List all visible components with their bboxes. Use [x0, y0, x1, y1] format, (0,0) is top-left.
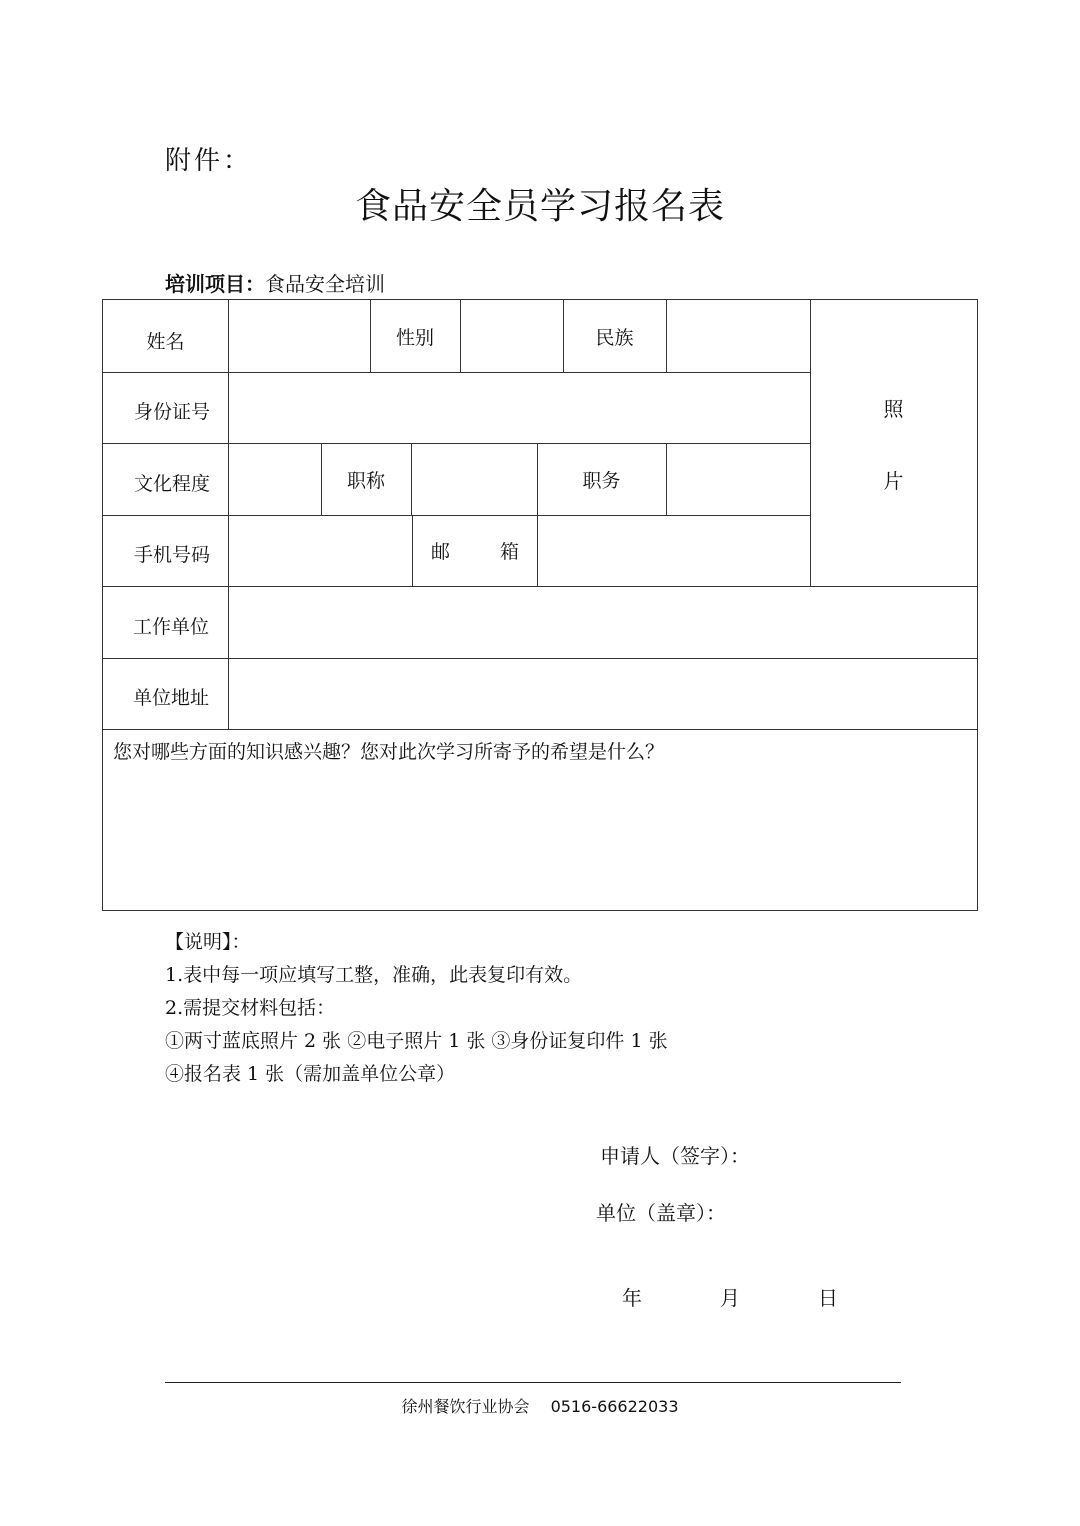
professional-title-field[interactable] — [411, 443, 537, 515]
photo-label-char-1: 照 — [883, 396, 904, 421]
instruction-line: ①两寸蓝底照片 2 张 ②电子照片 1 张 ③身份证复印件 1 张 — [165, 1030, 668, 1052]
unit-seal-label: 单位（盖章）： — [596, 1201, 726, 1225]
photo-box[interactable] — [810, 300, 977, 586]
education-field[interactable] — [228, 443, 321, 515]
ethnicity-field[interactable] — [666, 300, 810, 372]
name-label: 姓名 — [146, 330, 185, 353]
id-number-field[interactable] — [228, 372, 810, 443]
applicant-signature-label: 申请人（签字）： — [600, 1144, 750, 1168]
instructions-heading: 【说明】： — [165, 931, 251, 953]
footer-divider — [165, 1382, 901, 1383]
name-field[interactable] — [228, 300, 370, 372]
instruction-line: ④报名表 1 张（需加盖单位公章） — [165, 1063, 456, 1085]
training-project-label: 培训项目： — [165, 272, 265, 296]
date-month-label: 月 — [720, 1286, 740, 1310]
attachment-label: 附件： — [165, 146, 253, 176]
registration-form-table — [102, 299, 978, 911]
address-field[interactable] — [228, 658, 977, 729]
footer-contact: 徐州餐饮行业协会 0516-66622033 — [401, 1397, 679, 1416]
email-label-char-2: 箱 — [499, 541, 519, 563]
id-number-label: 身份证号 — [133, 400, 210, 423]
workplace-label: 工作单位 — [132, 615, 209, 638]
professional-title-label: 职称 — [346, 469, 385, 492]
email-label-char-1: 邮 — [431, 541, 451, 563]
gender-field[interactable] — [460, 300, 563, 372]
training-project-value: 食品安全培训 — [265, 272, 385, 296]
position-field[interactable] — [666, 443, 810, 515]
date-year-label: 年 — [622, 1286, 642, 1310]
phone-label: 手机号码 — [133, 544, 210, 566]
email-field[interactable] — [537, 515, 810, 586]
interest-question-area[interactable] — [103, 729, 977, 909]
phone-field[interactable] — [228, 515, 412, 586]
training-project — [165, 268, 385, 297]
email-label — [412, 515, 537, 586]
photo-label-char-2: 片 — [883, 468, 904, 493]
education-label: 文化程度 — [133, 472, 210, 495]
page-title: 食品安全员学习报名表 — [354, 186, 725, 227]
instructions — [165, 926, 668, 1091]
position-label: 职务 — [582, 469, 621, 492]
workplace-field[interactable] — [228, 586, 977, 658]
gender-label: 性别 — [395, 326, 434, 349]
date-day-label: 日 — [818, 1286, 838, 1310]
ethnicity-label: 民族 — [595, 326, 634, 349]
instruction-line: 1.表中每一项应填写工整，准确，此表复印有效。 — [165, 964, 583, 986]
interest-question: 您对哪些方面的知识感兴趣？您对此次学习所寄予的希望是什么？ — [113, 741, 665, 763]
address-label: 单位地址 — [132, 687, 209, 709]
instruction-line: 2.需提交材料包括： — [165, 997, 336, 1019]
